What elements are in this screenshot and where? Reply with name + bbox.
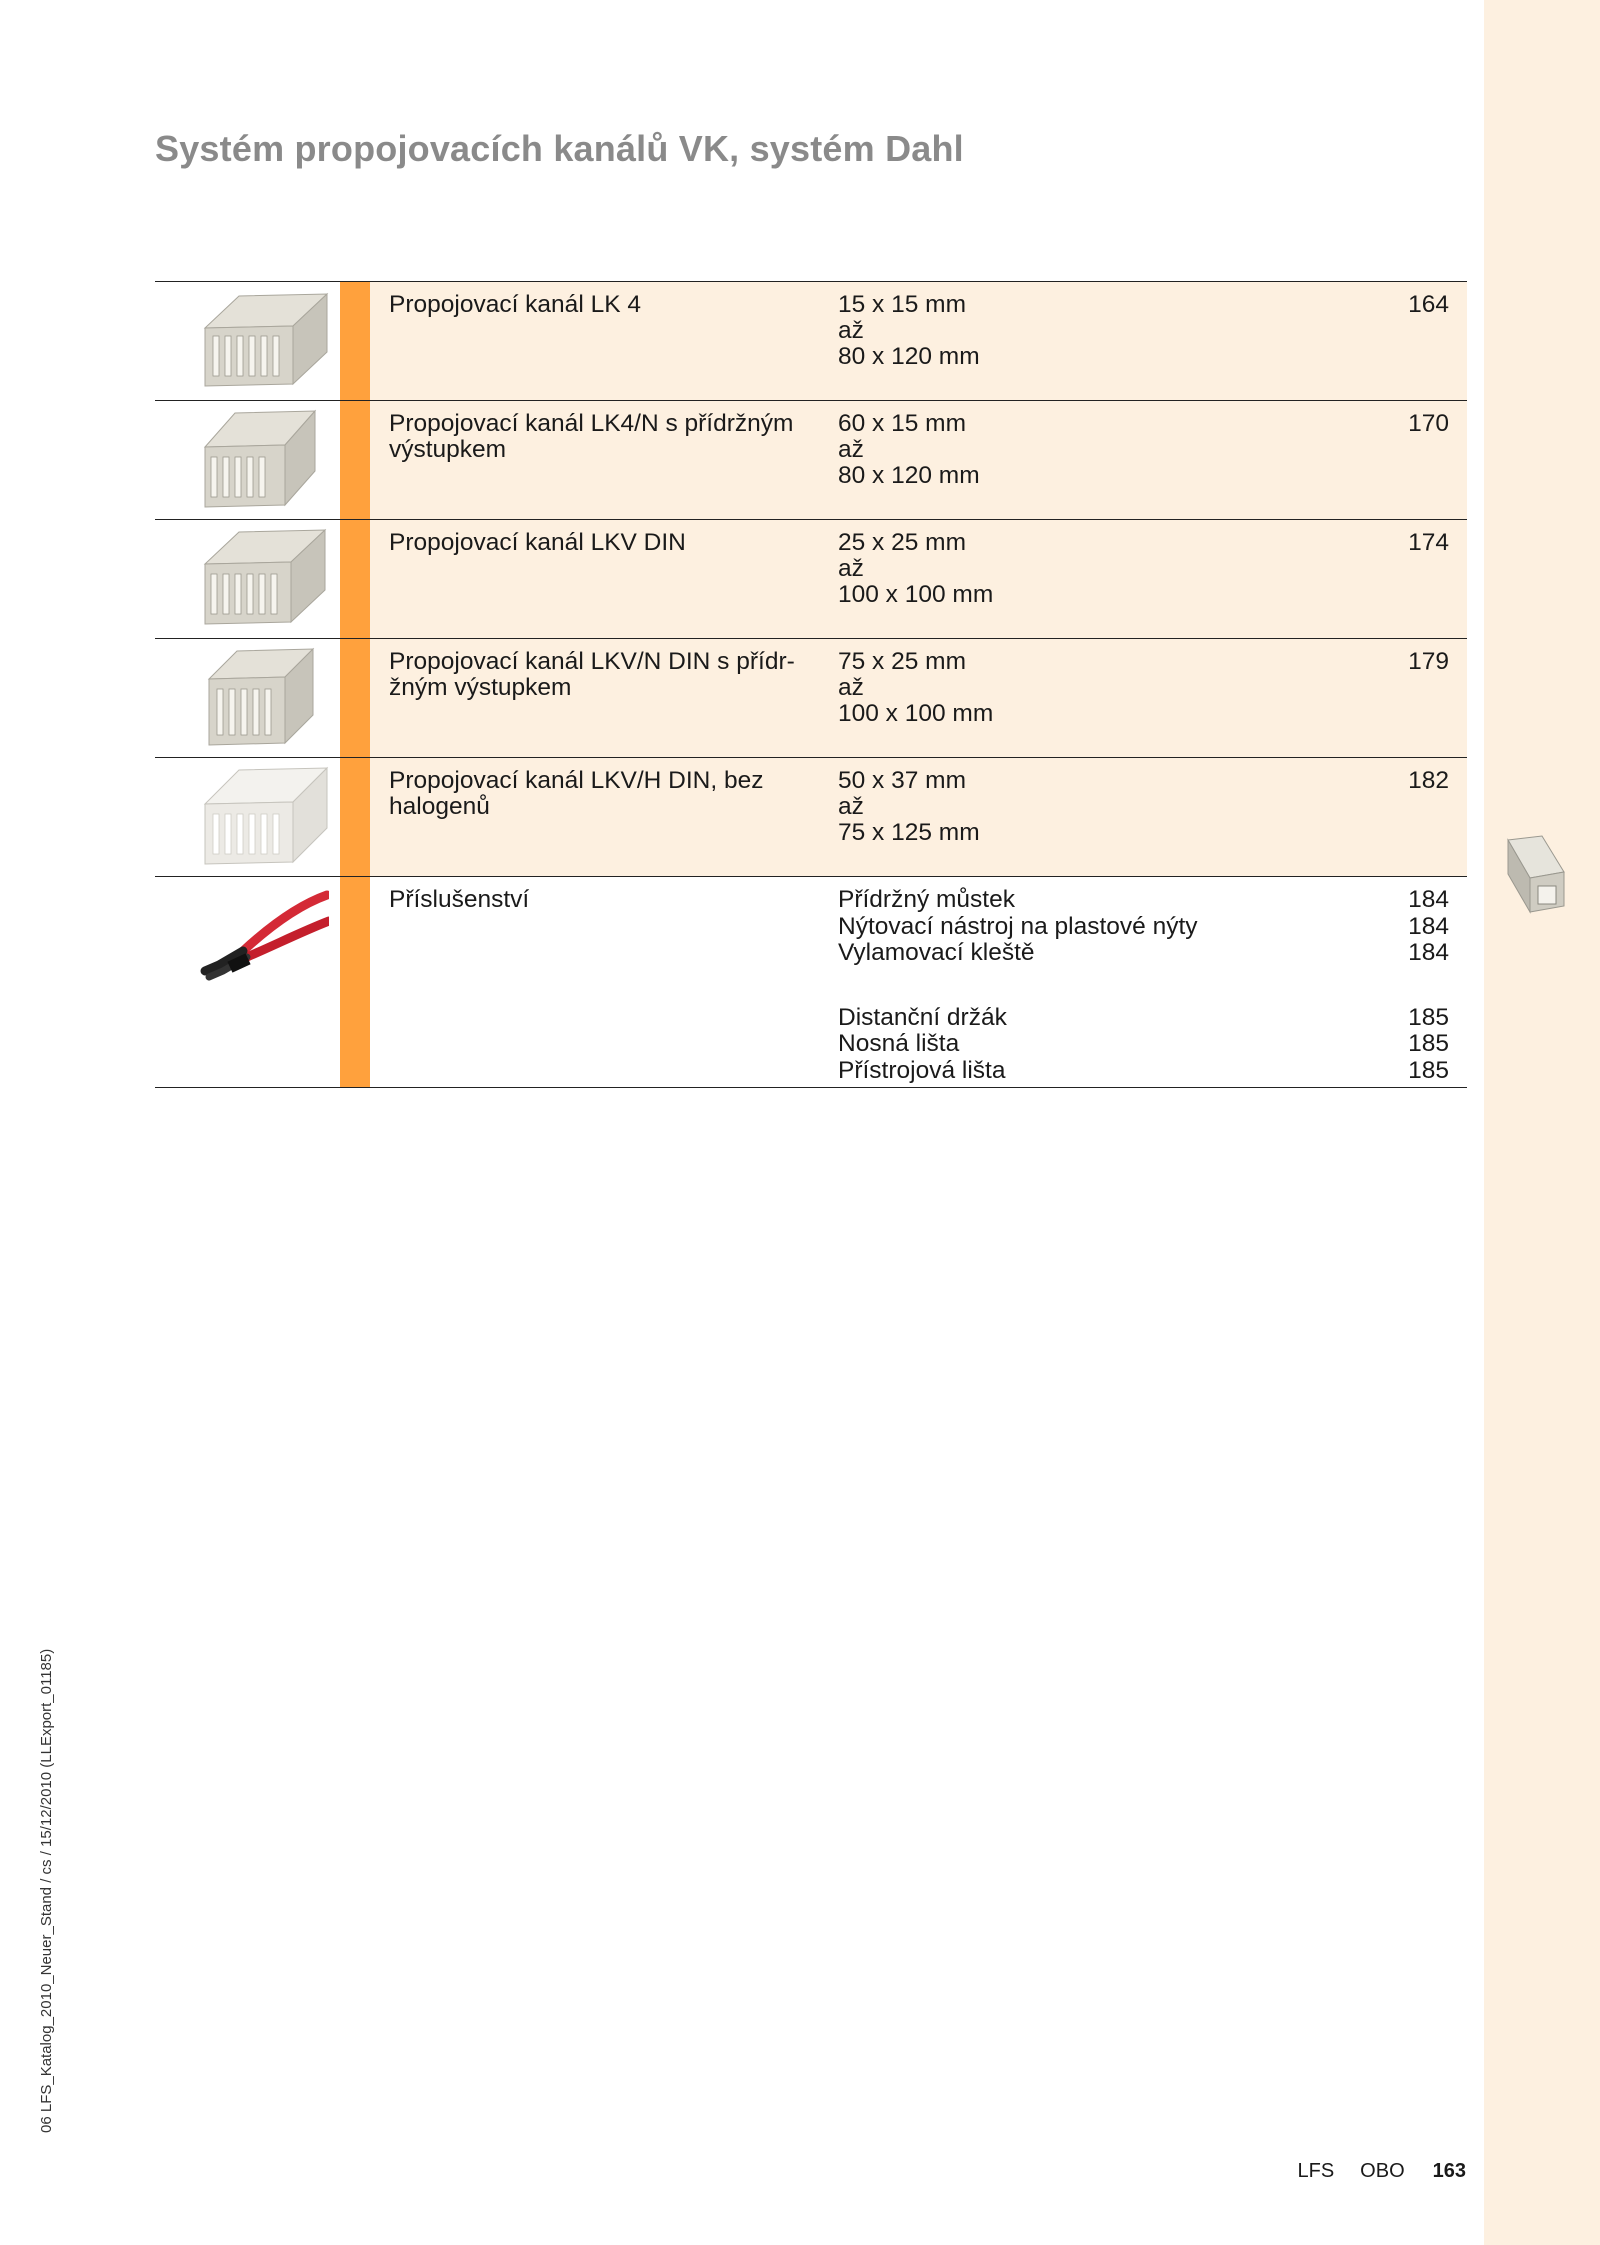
dimension-from: 60 x 15 mm: [838, 410, 966, 437]
accent-bar: [340, 401, 370, 519]
product-image-cell: [155, 520, 340, 638]
dimension-to: 75 x 125 mm: [838, 819, 980, 846]
list-item[interactable]: [838, 940, 1449, 967]
row-content: [370, 520, 1467, 638]
table-row[interactable]: [155, 281, 1467, 400]
product-name: Propojovací kanál LKV DIN: [389, 529, 686, 556]
list-spacer: [838, 967, 1449, 1005]
dimension-separator: až: [838, 674, 864, 701]
row-content: [370, 401, 1467, 519]
dimension-range: [838, 292, 980, 370]
row-content: [370, 877, 1467, 1087]
accessory-label: Distanční držák: [838, 1003, 1007, 1031]
product-name: Propojovací kanál LKV/H DIN, bez halogenů: [389, 767, 764, 820]
list-item[interactable]: [838, 1031, 1449, 1058]
product-table: [155, 281, 1467, 1088]
accessory-label: Přídržný můstek: [838, 886, 1015, 913]
dimension-range: [838, 649, 993, 727]
dimension-separator: až: [838, 793, 864, 820]
cable-duct-icon: [199, 645, 329, 749]
product-image-cell: [155, 758, 340, 876]
dimension-to: 100 x 100 mm: [838, 700, 994, 727]
table-row[interactable]: [155, 757, 1467, 876]
page-reference[interactable]: 184: [1408, 886, 1449, 913]
row-content: [370, 758, 1467, 876]
dimension-from: 15 x 15 mm: [838, 291, 966, 318]
accent-bar: [340, 758, 370, 876]
accessory-list: [838, 887, 1449, 1084]
page-reference[interactable]: 184: [1408, 939, 1449, 966]
accessory-label: Nýtovací nástroj na plastové nýty: [838, 912, 1198, 940]
product-name: Příslušenství: [389, 886, 530, 913]
table-row-accessories[interactable]: [155, 876, 1467, 1088]
product-name: Propojovací kanál LK 4: [389, 291, 641, 318]
page-reference[interactable]: 185: [1408, 1056, 1449, 1084]
dimension-from: 50 x 37 mm: [838, 767, 966, 794]
dimension-from: 25 x 25 mm: [838, 529, 966, 556]
product-image-cell: [155, 877, 340, 1087]
dimension-range: [838, 530, 993, 608]
page-reference[interactable]: 184: [1408, 912, 1449, 940]
footer-brand-lfs: LFS: [1297, 2160, 1335, 2182]
table-row[interactable]: [155, 519, 1467, 638]
row-content: [370, 639, 1467, 757]
dimension-separator: až: [838, 555, 864, 582]
page-reference[interactable]: 164: [1408, 291, 1449, 318]
cable-duct-icon: [199, 526, 329, 630]
product-image-cell: [155, 282, 340, 400]
product-image-cell: [155, 401, 340, 519]
cable-duct-icon: [1504, 834, 1568, 914]
accessory-label: Vylamovací kleště: [838, 939, 1035, 966]
list-item[interactable]: [838, 914, 1449, 941]
row-content: [370, 282, 1467, 400]
table-row[interactable]: [155, 638, 1467, 757]
page-footer: [1297, 2160, 1466, 2183]
footer-brand-obo: OBO: [1360, 2160, 1405, 2182]
dimension-to: 80 x 120 mm: [838, 462, 980, 489]
dimension-separator: až: [838, 436, 864, 463]
accessory-label: Přístrojová lišta: [838, 1056, 1006, 1084]
page-reference[interactable]: 182: [1408, 767, 1449, 794]
pliers-icon: [199, 887, 329, 991]
dimension-separator: až: [838, 317, 864, 344]
accessory-label: Nosná lišta: [838, 1030, 960, 1057]
cable-duct-icon: [199, 407, 329, 511]
accent-bar: [340, 282, 370, 400]
list-item[interactable]: [838, 1058, 1449, 1085]
accent-bar: [340, 877, 370, 1087]
accent-bar: [340, 520, 370, 638]
page-number: 163: [1432, 2160, 1466, 2182]
document-source-note: 06 LFS_Katalog_2010_Neuer_Stand / cs / 15/12/2010 (LLExport_01185): [38, 1648, 55, 2133]
dimension-to: 80 x 120 mm: [838, 343, 980, 370]
page-reference[interactable]: 170: [1408, 410, 1449, 437]
product-name: Propojovací kanál LKV/N DIN s přídr- žným výstupkem: [389, 648, 795, 701]
side-tab-strip: [1484, 0, 1600, 2245]
product-name: Propojovací kanál LK4/N s přídržným výstupkem: [389, 410, 794, 463]
accent-bar: [340, 639, 370, 757]
dimension-range: [838, 768, 980, 846]
list-item[interactable]: [838, 1005, 1449, 1032]
dimension-from: 75 x 25 mm: [838, 648, 966, 675]
page-reference[interactable]: 174: [1408, 529, 1449, 556]
dimension-to: 100 x 100 mm: [838, 581, 994, 608]
cable-duct-icon: [199, 764, 329, 868]
product-image-cell: [155, 639, 340, 757]
page-reference[interactable]: 185: [1408, 1003, 1449, 1031]
cable-duct-icon: [199, 288, 329, 392]
table-row[interactable]: [155, 400, 1467, 519]
dimension-range: [838, 411, 980, 489]
page-reference[interactable]: 179: [1408, 648, 1449, 675]
list-item[interactable]: [838, 887, 1449, 914]
page-reference[interactable]: 185: [1408, 1030, 1449, 1057]
page-title: Systém propojovacích kanálů VK, systém Dahl: [155, 128, 964, 169]
